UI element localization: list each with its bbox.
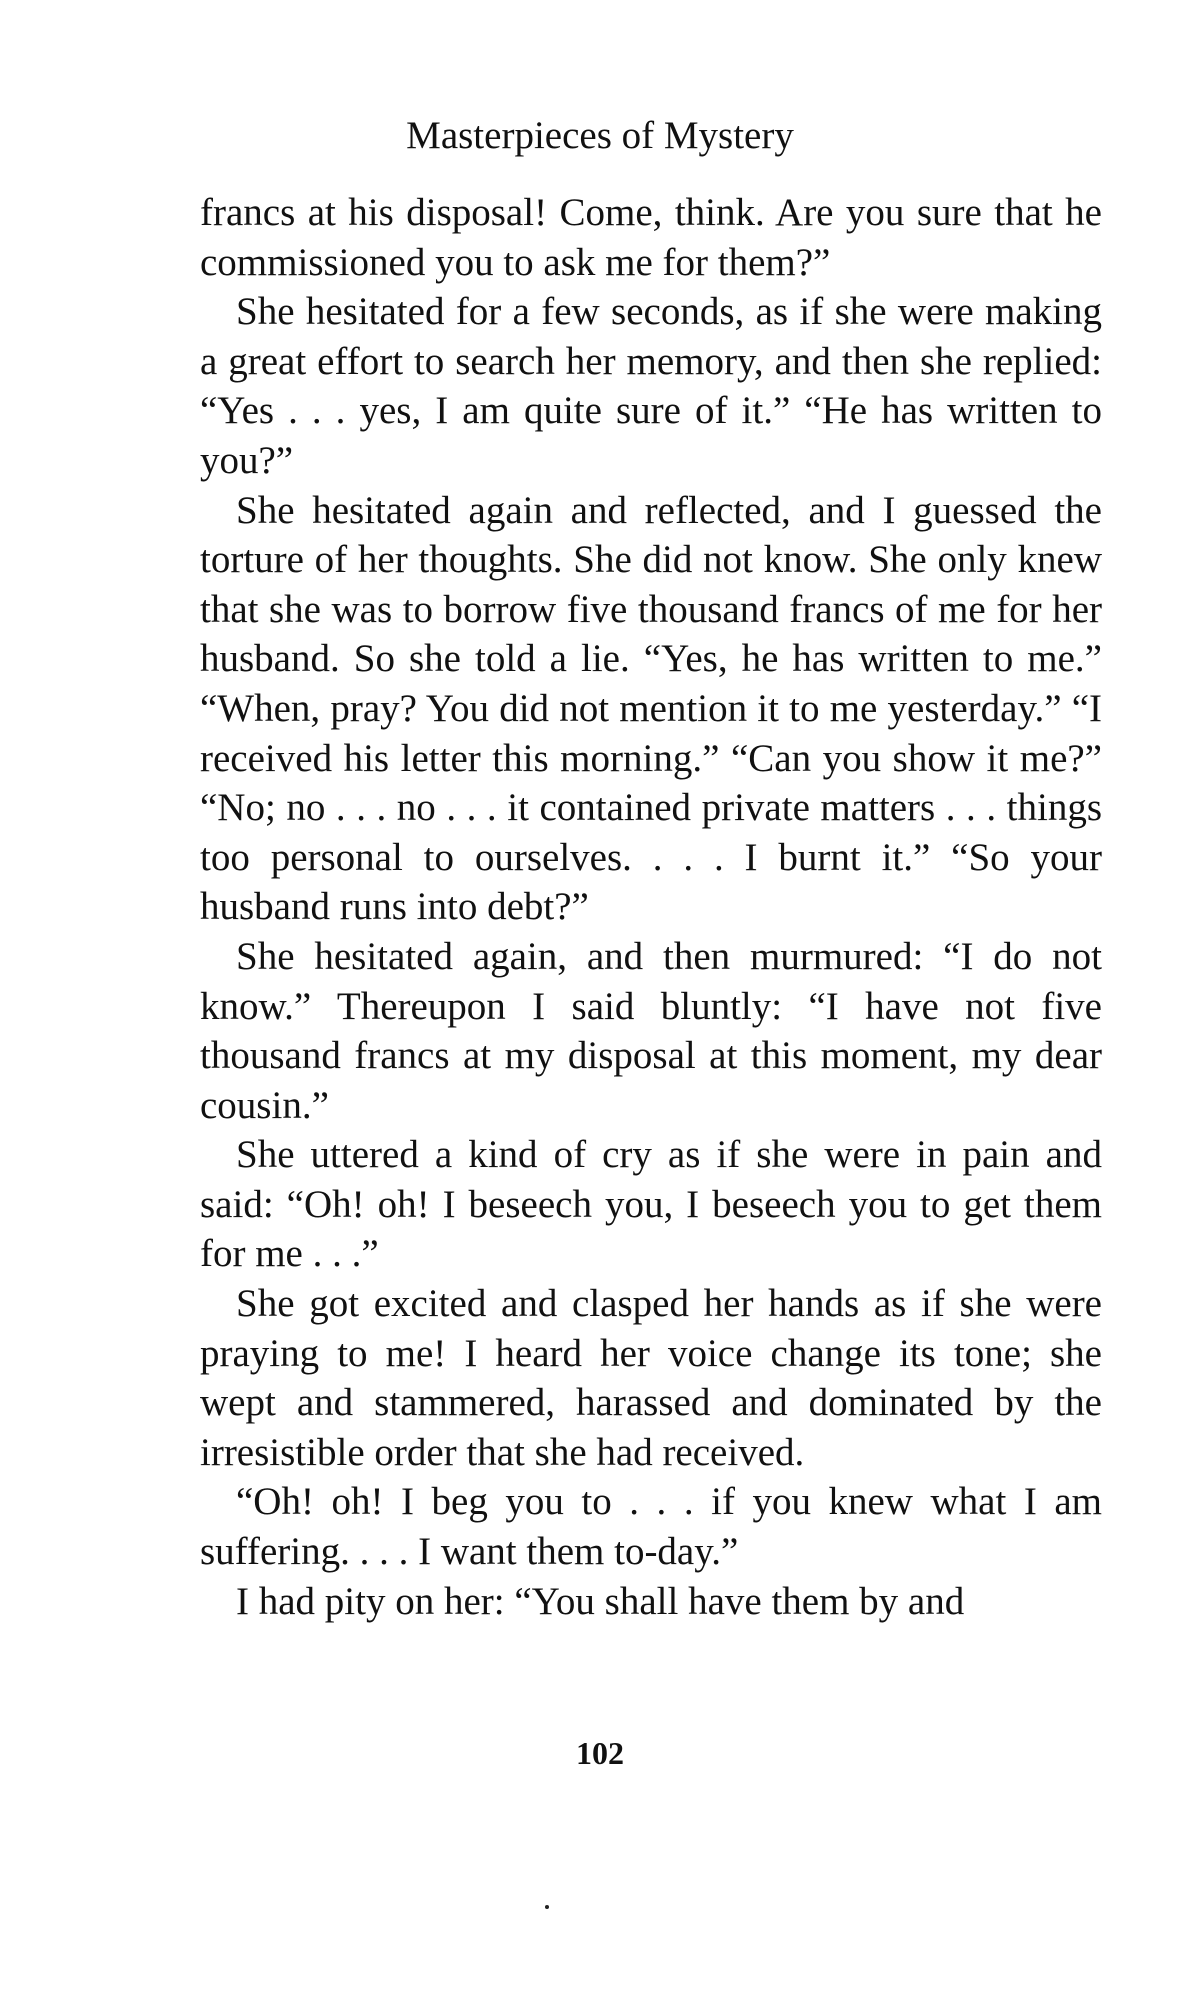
ink-speck: [545, 1905, 549, 1909]
paragraph: She got excited and clasped her hands as if she were praying to me! I heard her voice change its tone; she wept and stammered, harassed and dominated by the irresistible order that she had received.: [200, 1282, 1102, 1474]
paragraph: She hesitated for a few seconds, as if she were making a great effort to search her memory, and then she replied: “Yes . . . yes, I am quite sure of it.” “He has written to you?”: [200, 290, 1102, 482]
paragraph: I had pity on her: “You shall have them by and: [236, 1579, 965, 1623]
paragraph: francs at his disposal! Come, think. Are you sure that he commissioned you to ask me for them?”: [200, 191, 1102, 284]
paragraph: “Oh! oh! I beg you to . . . if you knew what I am suffering. . . . I want them to-day.”: [200, 1480, 1102, 1574]
page-number: 102: [576, 1735, 624, 1771]
body-text: [200, 188, 1102, 1626]
paragraph: She hesitated again and reflected, and I guessed the torture of her thoughts. She did not know. She only knew that she was to borrow five thousand francs of me for her husband. So she told a lie. “Yes, he has written to me.” “When, pray? You did not mention it to me yesterday.” “I received his letter this morning.” “Can you show it me?” “No; no . . . no . . . it contained private matters . . . things too personal to ourselves. . . . I burnt it.” “So your husband runs into debt?”: [200, 488, 1102, 929]
paragraph: She uttered a kind of cry as if she were in pain and said: “Oh! oh! I beseech you, I beseech you to get them for me . . .”: [200, 1133, 1102, 1276]
paragraph: She hesitated again, and then murmured: “I do not know.” Thereupon I said bluntly: “I have not five thousand francs at my disposal at this moment, my dear cousin.”: [200, 934, 1102, 1127]
running-head: Masterpieces of Mystery: [406, 114, 794, 157]
